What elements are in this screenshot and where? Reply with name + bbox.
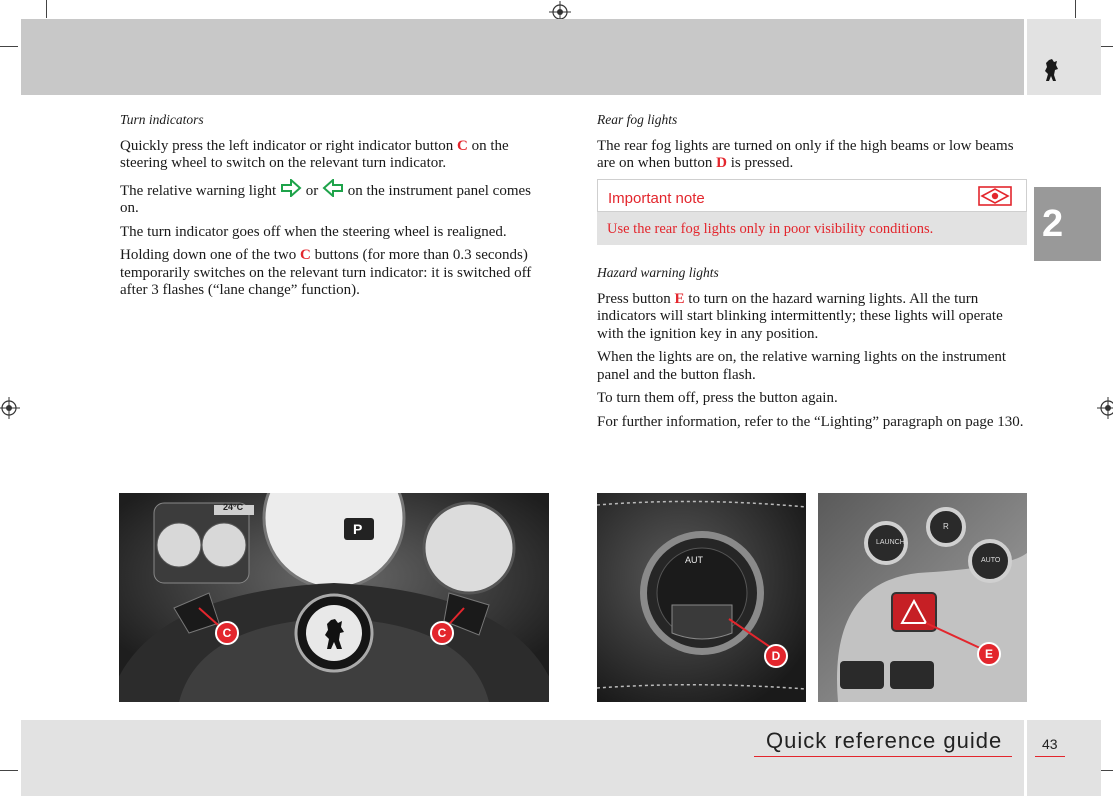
note-header bbox=[597, 179, 1027, 212]
text: Quickly press the left indicator or right indicator button bbox=[120, 137, 458, 154]
text: The rear fog lights are turned on only if the high beams or low beams are on when button bbox=[597, 137, 1014, 171]
crop-mark bbox=[0, 770, 18, 771]
text: is pressed. bbox=[726, 155, 794, 171]
left-column bbox=[120, 111, 550, 306]
text: The relative warning light bbox=[120, 182, 280, 199]
text: Holding down one of the two bbox=[120, 247, 300, 263]
prancing-horse-icon bbox=[1040, 57, 1062, 83]
text: buttons (for more than 0.3 seconds) temporarily switches on the relevant turn indicator: it is switched off after 3 flashes (“lane change” function). bbox=[120, 247, 532, 298]
registration-mark-icon bbox=[1097, 397, 1113, 419]
footer-title: Quick reference guide bbox=[766, 728, 1003, 753]
callout-c-left: C bbox=[215, 621, 239, 645]
text: on the steering wheel to switch on the relevant turn indicator. bbox=[120, 137, 509, 171]
light-switch-photo bbox=[597, 493, 806, 702]
paragraph bbox=[120, 247, 550, 300]
paragraph bbox=[120, 179, 550, 218]
text: Press button bbox=[597, 290, 675, 307]
button-ref-d: D bbox=[716, 155, 727, 171]
rear-fog-heading: Rear fog lights bbox=[597, 112, 678, 127]
eye-warning-icon bbox=[978, 186, 1012, 206]
important-note bbox=[597, 179, 1027, 245]
button-ref-e: E bbox=[674, 290, 685, 307]
note-title: Important note bbox=[608, 190, 705, 207]
paragraph: The turn indicator goes off when the steering wheel is realigned. bbox=[120, 223, 507, 240]
crop-mark bbox=[0, 46, 18, 47]
auto-button-label: AUTO bbox=[981, 557, 1001, 564]
header-logo-band bbox=[1027, 19, 1101, 95]
right-column-top bbox=[597, 111, 1027, 179]
right-arrow-indicator-icon bbox=[280, 179, 302, 197]
paragraph: For further information, refer to the “Lighting” paragraph on page 130. bbox=[597, 413, 1024, 430]
page-number: 43 bbox=[1042, 736, 1058, 752]
callout-e: E bbox=[977, 642, 1001, 666]
launch-button-label: LAUNCH bbox=[876, 539, 905, 546]
paragraph: When the lights are on, the relative warning lights on the instrument panel and the button flash. bbox=[597, 349, 1007, 383]
temperature-readout: 24°C bbox=[223, 502, 244, 512]
reverse-button-label: R bbox=[943, 522, 949, 531]
light-switch-illustration bbox=[597, 493, 806, 702]
console-photo bbox=[818, 493, 1027, 702]
left-arrow-indicator-icon bbox=[322, 179, 344, 197]
callout-d: D bbox=[764, 644, 788, 668]
text: on the instrument panel comes on. bbox=[120, 182, 531, 216]
right-column-bottom bbox=[597, 264, 1027, 437]
console-illustration bbox=[818, 493, 1027, 702]
crop-mark bbox=[46, 0, 47, 18]
paragraph: To turn them off, press the button again. bbox=[597, 390, 838, 406]
registration-mark-icon bbox=[0, 397, 20, 419]
paragraph bbox=[120, 138, 550, 173]
footer-page-band bbox=[1027, 720, 1101, 796]
gear-indicator: P bbox=[353, 521, 363, 537]
aut-label: AUT bbox=[685, 555, 703, 565]
paragraph bbox=[597, 291, 1027, 344]
button-ref-c: C bbox=[299, 247, 311, 263]
turn-indicators-heading: Turn indicators bbox=[120, 112, 204, 127]
button-ref-c: C bbox=[457, 137, 468, 154]
text: to turn on the hazard warning lights. All the turn indicators will start blinking intermittently; these lights will operate with the ignition key in any position. bbox=[597, 290, 1003, 342]
hazard-heading: Hazard warning lights bbox=[597, 265, 719, 280]
page-number-underline bbox=[1035, 756, 1065, 757]
steering-wheel-illustration bbox=[119, 493, 549, 702]
note-body: Use the rear fog lights only in poor visibility conditions. bbox=[597, 212, 1027, 245]
callout-c-right: C bbox=[430, 621, 454, 645]
paragraph bbox=[597, 138, 1027, 173]
chapter-tab: 2 bbox=[1034, 187, 1101, 261]
crop-mark bbox=[1075, 0, 1076, 18]
text: or bbox=[301, 182, 322, 199]
footer-title-underline bbox=[754, 756, 1012, 757]
steering-wheel-photo bbox=[119, 493, 549, 702]
header-band bbox=[21, 19, 1024, 95]
